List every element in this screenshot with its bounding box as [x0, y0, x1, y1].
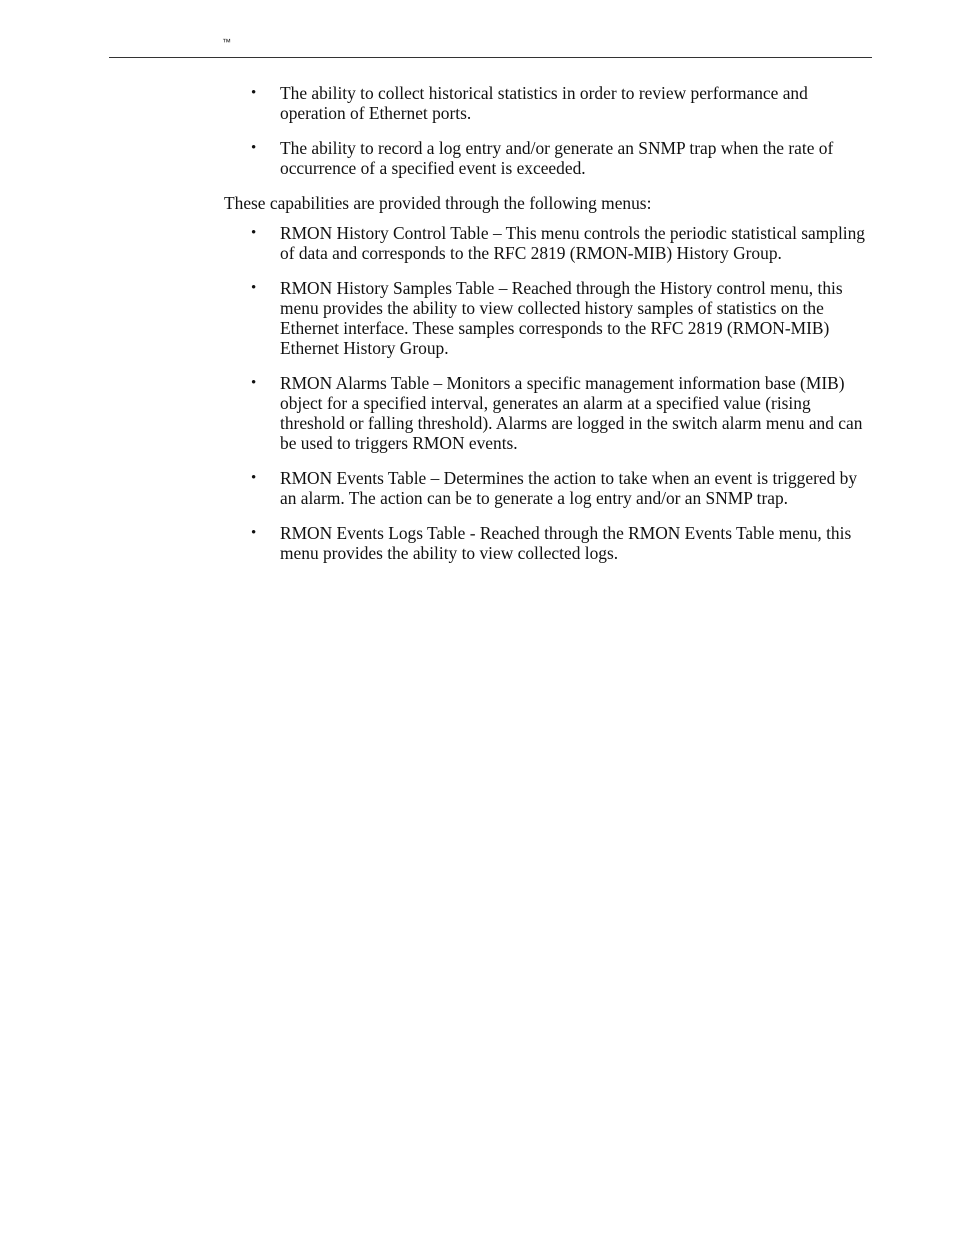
header-rule [109, 57, 872, 58]
list-item-text: The ability to collect historical statistics in order to review performance and operation of Ethernet ports. [280, 83, 808, 123]
list-item-text: RMON History Samples Table – Reached through the History control menu, this menu provides the ability to view collected history samples of statistics on the Ethernet interface. These samples corresponds to the RFC 2819 (RMON-MIB) Ethernet History Group. [280, 278, 843, 358]
menus-list [224, 223, 876, 563]
document-body [224, 83, 876, 578]
list-item [224, 138, 876, 178]
bullet-icon: • [251, 280, 257, 296]
page-header [0, 0, 954, 60]
bullet-icon: • [251, 140, 257, 156]
list-item-text: RMON History Control Table – This menu controls the periodic statistical sampling of data and corresponds to the RFC 2819 (RMON-MIB) History Group. [280, 223, 866, 263]
list-item-text: RMON Events Logs Table - Reached through the RMON Events Table menu, this menu provides the ability to view collected logs. [280, 523, 852, 563]
list-item [224, 278, 876, 358]
list-item [224, 223, 876, 263]
list-item [224, 373, 876, 453]
bullet-icon: • [251, 470, 257, 486]
bullet-icon: • [251, 225, 257, 241]
list-item-text: The ability to record a log entry and/or generate an SNMP trap when the rate of occurrence of a specified event is exceeded. [280, 138, 834, 178]
bullet-icon: • [251, 85, 257, 101]
capabilities-list [224, 83, 876, 178]
bullet-icon: • [251, 375, 257, 391]
list-item [224, 468, 876, 508]
intro-paragraph: These capabilities are provided through the following menus: [224, 193, 652, 213]
list-item [224, 83, 876, 123]
list-item-text: RMON Events Table – Determines the action to take when an event is triggered by an alarm. The action can be to generate a log entry and/or an SNMP trap. [280, 468, 858, 508]
bullet-icon: • [251, 525, 257, 541]
list-item-text: RMON Alarms Table – Monitors a specific management information base (MIB) object for a specified interval, generates an alarm at a specified value (rising threshold or falling threshold). Alarms are logged in the switch alarm menu and can be used to triggers RMON events. [280, 373, 863, 453]
trademark-mark: ™ [222, 37, 232, 47]
list-item [224, 523, 876, 563]
